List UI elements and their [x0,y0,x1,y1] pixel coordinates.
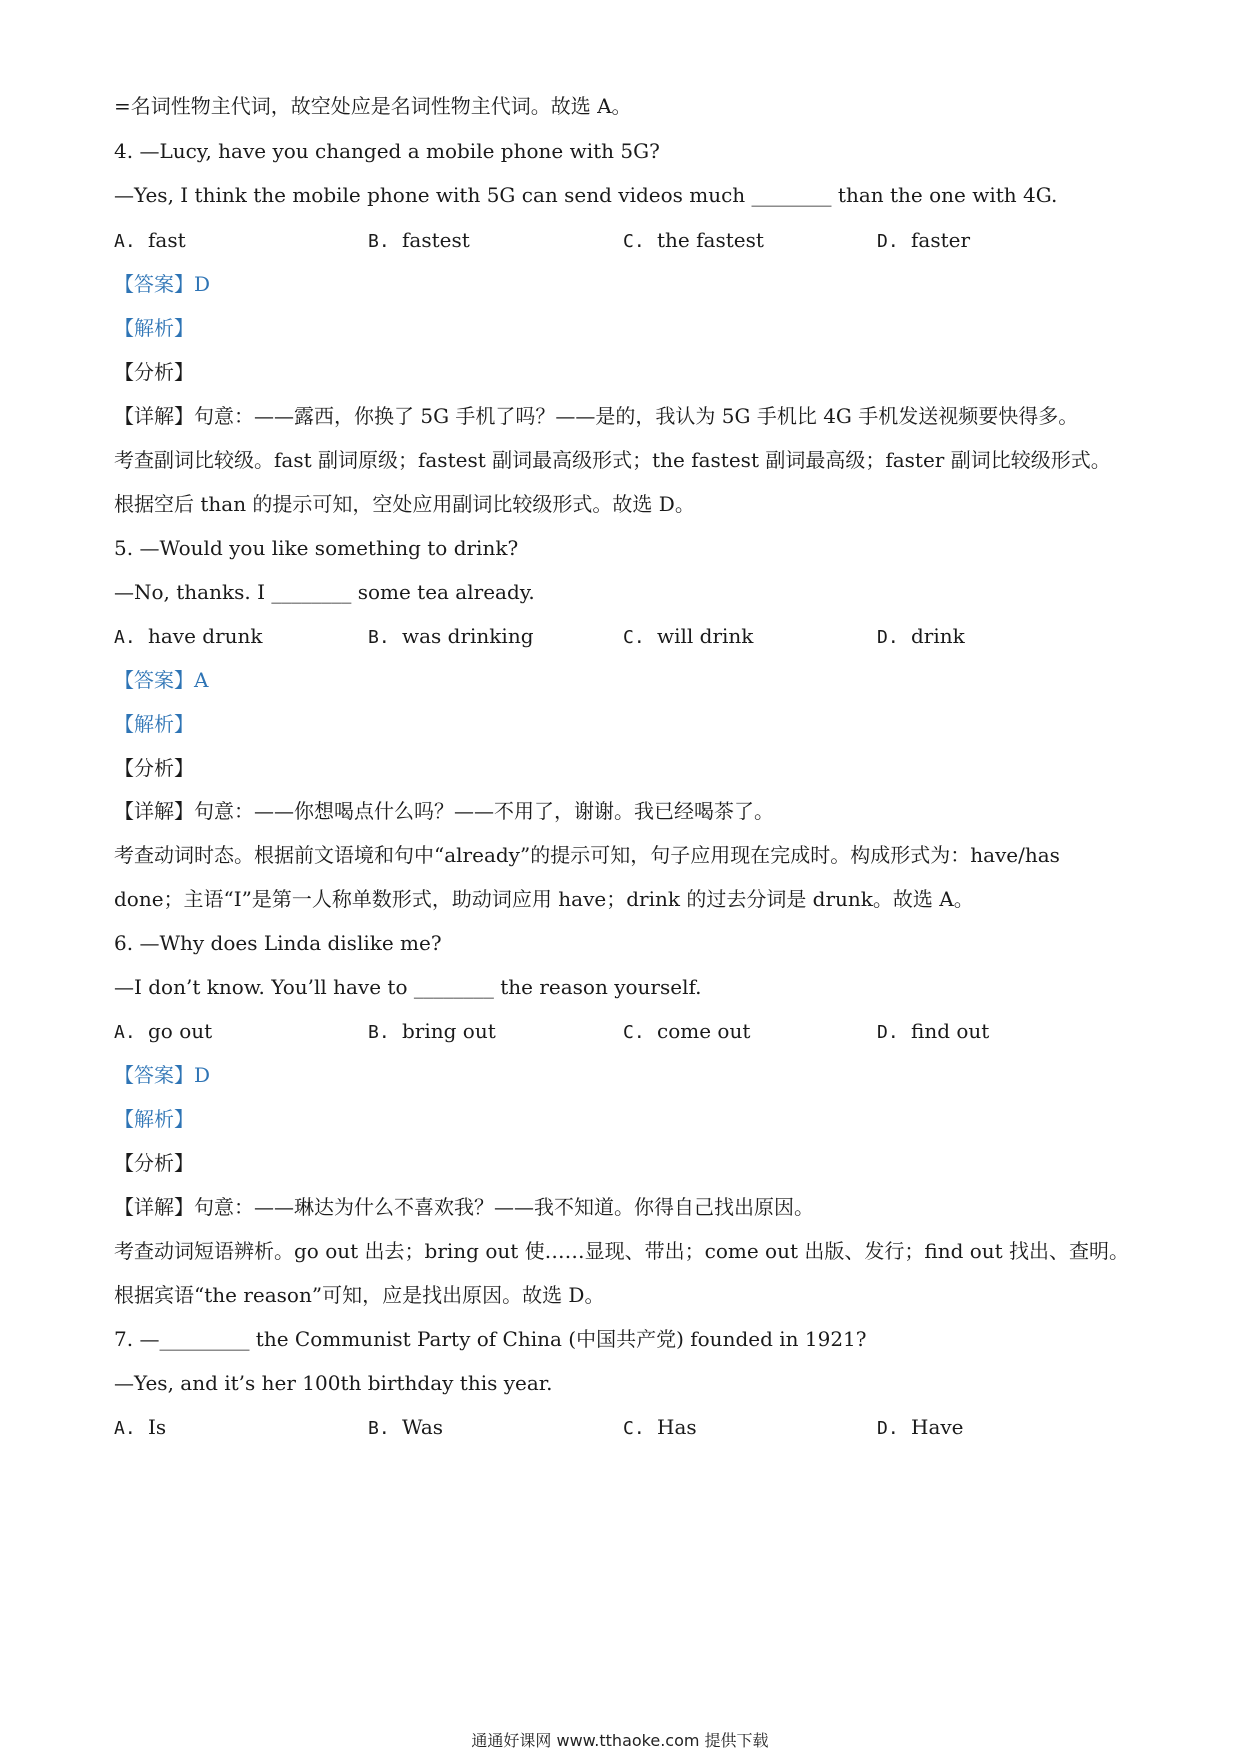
detail-text: 考查副词比较级。fast 副词原级；fastest 副词最高级形式；the fastest 副词最高级；faster 副词比较级形式。 [114,448,1111,472]
q5-option-c: C. will drink [623,624,754,648]
question-4: 4. —Lucy, have you changed a mobile phone with 5G? [114,139,660,163]
detail-text: 【详解】句意：——琳达为什么不喜欢我？——我不知道。你得自己找出原因。 [114,1195,814,1219]
answer-label: 【答案】D [114,1063,211,1087]
question-5-response: —No, thanks. I ________ some tea already. [114,580,535,604]
question-5: 5. —Would you like something to drink? [114,536,519,560]
detail-text: done；主语“I”是第一人称单数形式，助动词应用 have；drink 的过去分词是 drunk。故选 A。 [114,887,974,911]
detail-text: 考查动词短语辨析。go out 出去；bring out 使……显现、带出；come out 出版、发行；find out 找出、查明。 [114,1239,1130,1263]
q6-option-a: A. go out [114,1019,213,1043]
q4-option-a: A. fast [114,228,186,252]
question-7-response: —Yes, and it’s her 100th birthday this year. [114,1371,553,1395]
detail-text: 考查动词时态。根据前文语境和句中“already”的提示可知，句子应用现在完成时。构成形式为：have/has [114,843,1060,867]
answer-label: 【答案】D [114,272,211,296]
q6-option-d: D. find out [877,1019,990,1043]
q5-option-b: B. was drinking [368,624,534,648]
q4-option-c: C. the fastest [623,228,764,252]
analysis-label: 【解析】 [114,712,194,736]
q4-option-d: D. faster [877,228,971,252]
q7-option-d: D. Have [877,1415,964,1439]
analysis-label: 【解析】 [114,316,194,340]
analysis-sub-label: 【分析】 [114,1151,194,1175]
page-footer: 通通好课网 www.tthaoke.com 提供下载 [471,1731,769,1750]
q4-option-b: B. fastest [368,228,470,252]
q6-option-b: B. bring out [368,1019,496,1043]
q7-option-a: A. Is [114,1415,167,1439]
detail-text: 【详解】句意：——露西，你换了 5G 手机了吗？——是的，我认为 5G 手机比 4G 手机发送视频要快得多。 [114,404,1079,428]
answer-label: 【答案】A [114,668,209,692]
text-line: =名词性物主代词，故空处应是名词性物主代词。故选 A。 [114,94,632,118]
analysis-label: 【解析】 [114,1107,194,1131]
question-6-response: —I don’t know. You’ll have to ________ the reason yourself. [114,975,702,999]
analysis-sub-label: 【分析】 [114,756,194,780]
question-4-response: —Yes, I think the mobile phone with 5G can send videos much ________ than the one with 4G. [114,183,1058,207]
question-6: 6. —Why does Linda dislike me? [114,931,442,955]
detail-text: 【详解】句意：——你想喝点什么吗？——不用了，谢谢。我已经喝茶了。 [114,799,774,823]
q6-option-c: C. come out [623,1019,751,1043]
q7-option-b: B. Was [368,1415,444,1439]
detail-text: 根据宾语“the reason”可知，应是找出原因。故选 D。 [114,1283,605,1307]
q7-option-c: C. Has [623,1415,697,1439]
analysis-sub-label: 【分析】 [114,360,194,384]
question-7: 7. —_________ the Communist Party of China (中国共产党) founded in 1921? [114,1327,867,1351]
q5-option-a: A. have drunk [114,624,263,648]
detail-text: 根据空后 than 的提示可知，空处应用副词比较级形式。故选 D。 [114,492,695,516]
q5-option-d: D. drink [877,624,965,648]
